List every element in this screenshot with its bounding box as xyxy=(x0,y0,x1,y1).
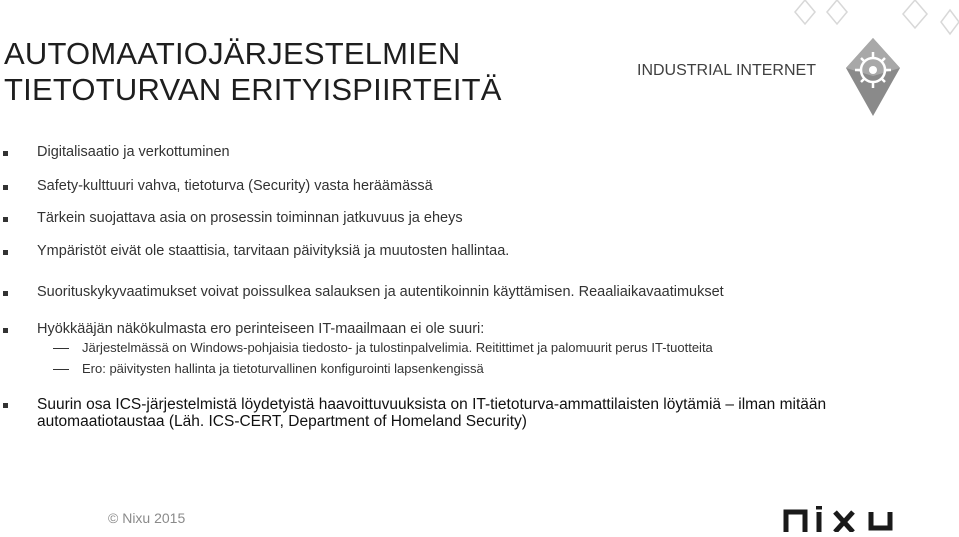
title-line-1: AUTOMAATIOJÄRJESTELMIEN xyxy=(4,36,461,71)
hexagon-decoration-icon xyxy=(775,0,959,150)
sub-bullet-item: Järjestelmässä on Windows-pohjaisia tiedosto- ja tulostinpalvelimia. Reitittimet ja palomuurit perus IT-tuotteita xyxy=(82,340,713,355)
section-tag: INDUSTRIAL INTERNET xyxy=(637,62,816,79)
sub-bullet-item: Ero: päivitysten hallinta ja tietoturvallinen konfigurointi lapsenkengissä xyxy=(82,361,484,376)
title-line-2: TIETOTURVAN ERITYISPIIRTEITÄ xyxy=(4,72,502,107)
bullet-item: Digitalisaatio ja verkottuminen xyxy=(37,144,230,160)
bullet-item: Suorituskykyvaatimukset voivat poissulkea salauksen ja autentikoinnin käyttämisen. Reaaliaikavaatimukset xyxy=(37,284,724,300)
bullet-item: Tärkein suojattava asia on prosessin toiminnan jatkuvuus ja eheys xyxy=(37,210,463,226)
slide-title xyxy=(4,36,502,108)
bullet-item: Ympäristöt eivät ole staattisia, tarvitaan päivityksiä ja muutosten hallintaa. xyxy=(37,243,510,259)
bullet-item: Safety-kulttuuri vahva, tietoturva (Security) vasta heräämässä xyxy=(37,178,433,194)
bullet-item-last: Suurin osa ICS-järjestelmistä löydetyistä haavoittuvuuksista on IT-tietoturva-ammattilaisten löytämiä – ilman mitään automaatiotaustaa (Läh. ICS-CERT, Department of Homeland Security) xyxy=(37,396,917,430)
bullet-item: Hyökkääjän näkökulmasta ero perinteiseen IT-maailmaan ei ole suuri: xyxy=(37,321,485,337)
nixu-logo xyxy=(783,506,899,532)
copyright-footer: © Nixu 2015 xyxy=(108,510,186,526)
